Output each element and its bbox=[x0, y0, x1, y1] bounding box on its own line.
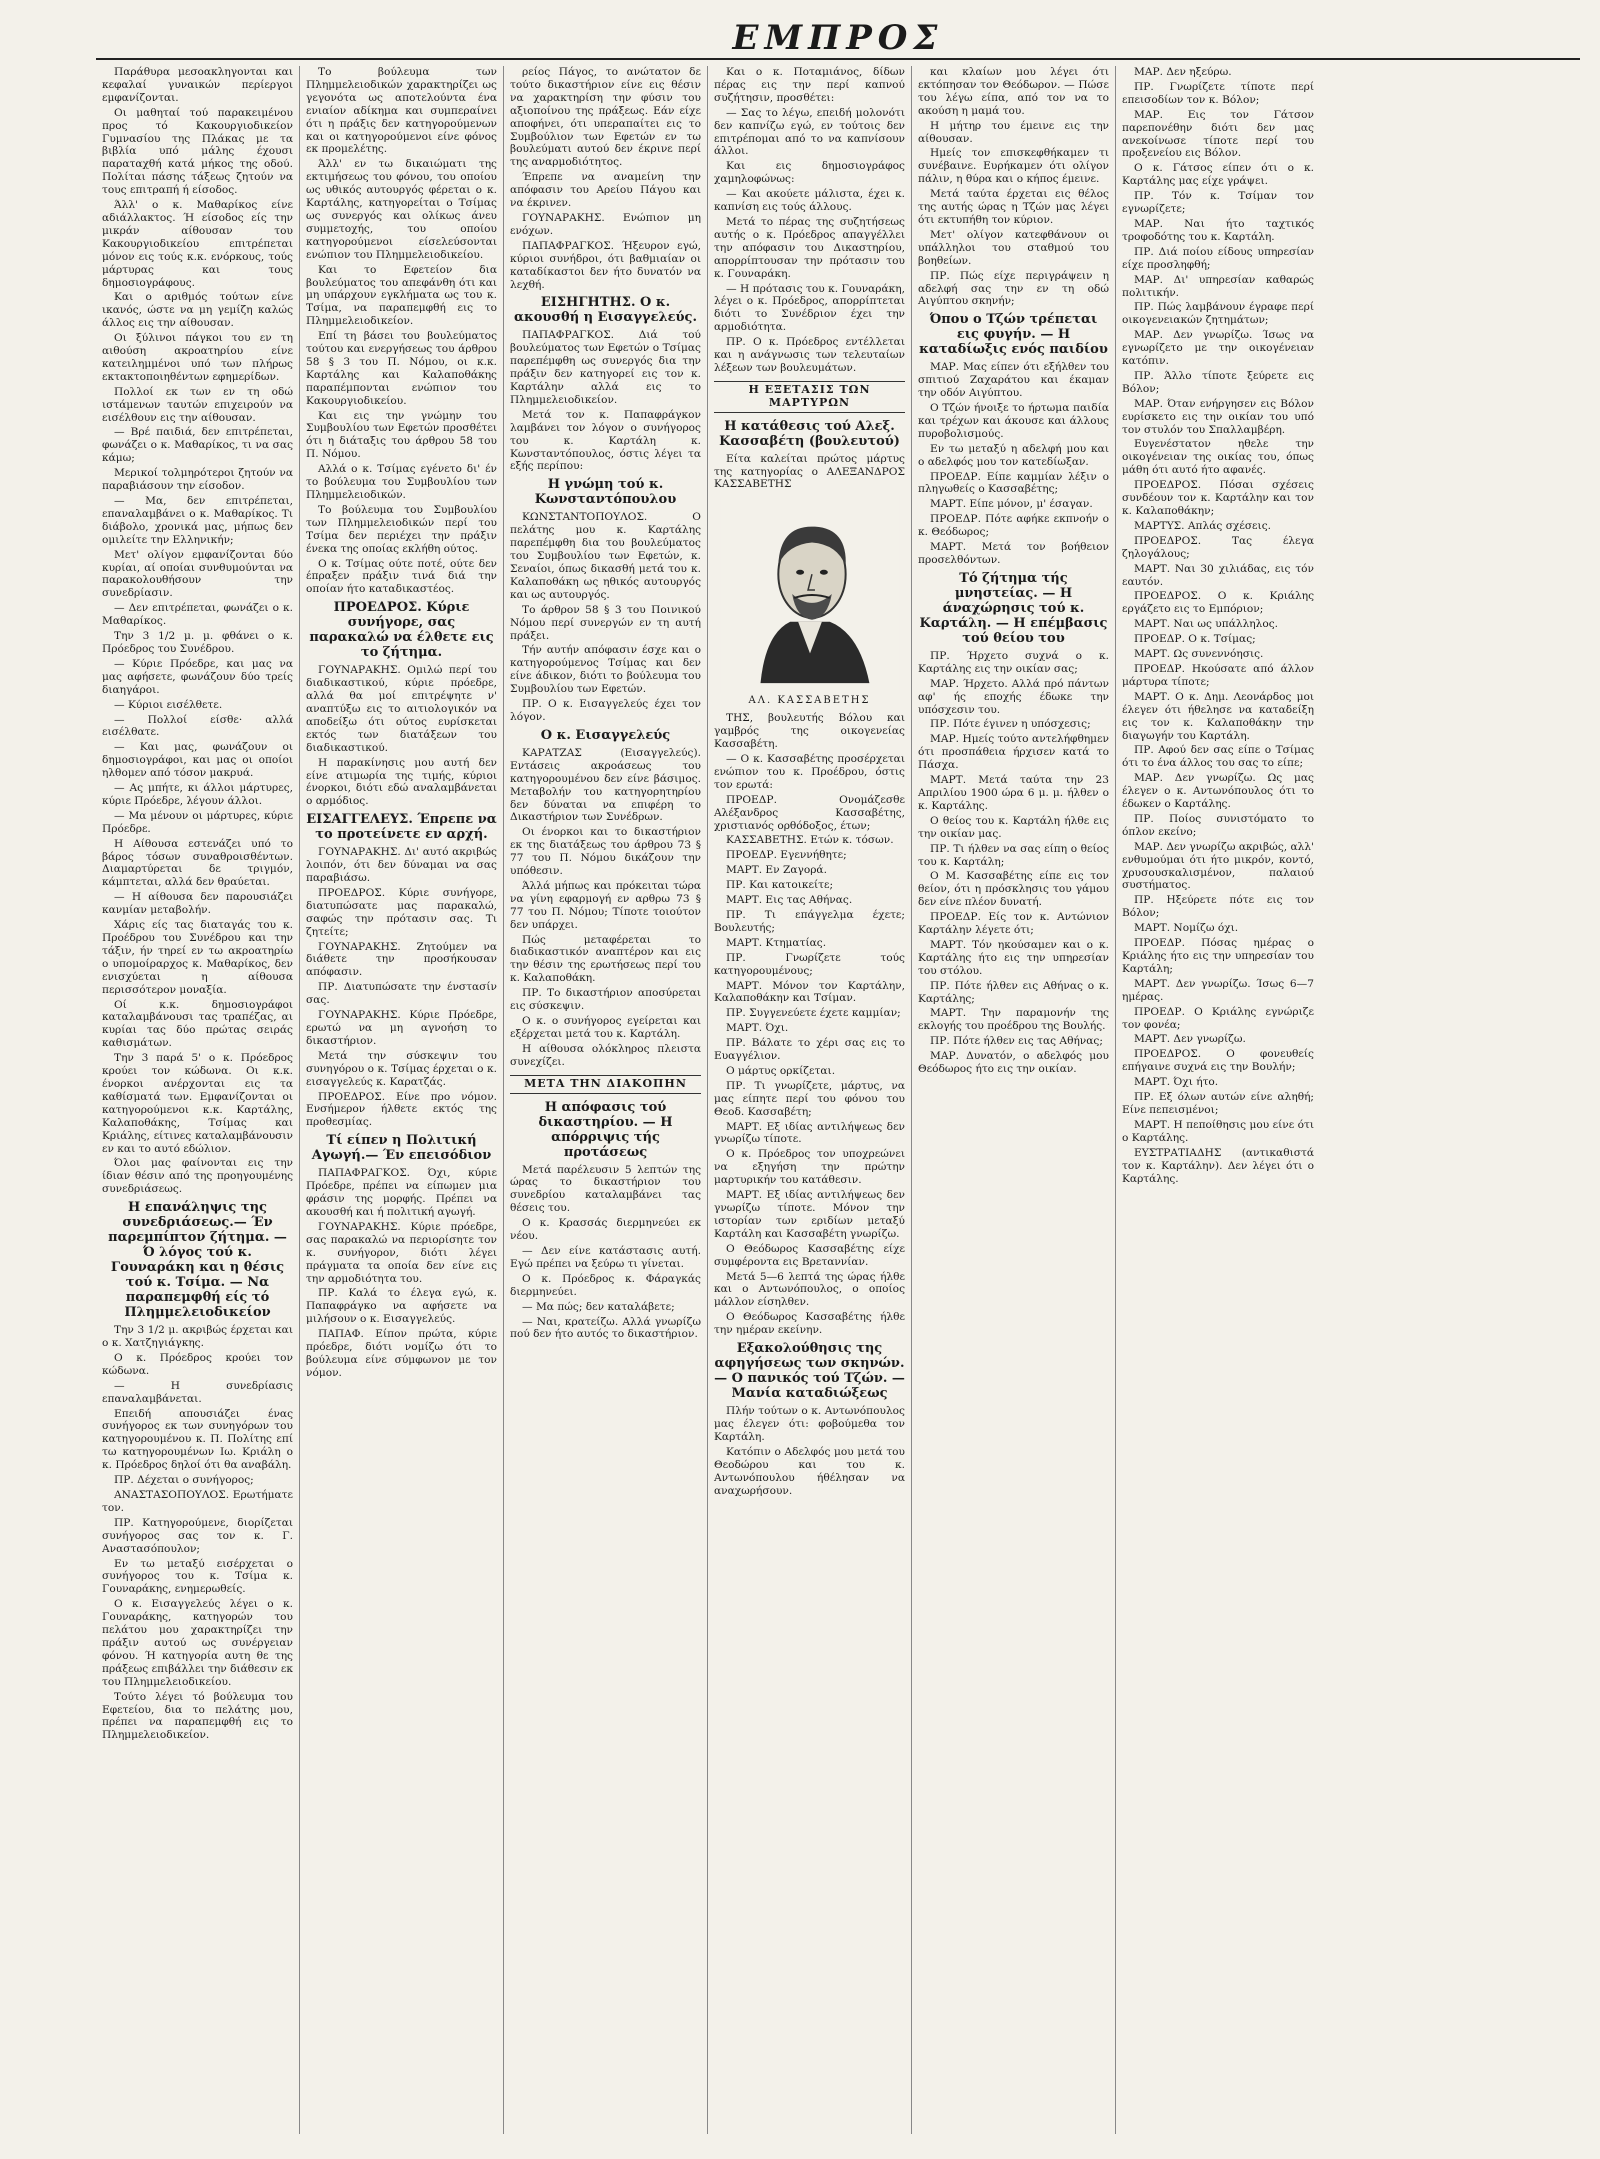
paragraph: ΠΡΟΕΔΡ. Ονομάζεσθε Αλέξανδρος Κασσαβέτης, χριστιανός ορθόδοξος, έτων; bbox=[714, 793, 905, 832]
paragraph: ΠΡΟΕΔΡ. Ηκούσατε από άλλον μάρτυρα τίποτε; bbox=[1122, 662, 1314, 688]
paragraph: Άλλά μήπως και πρόκειται τώρα να γίνη εφαρμογή εν αρθρω 73 § 77 του Π. Νόμου; Τίποτε τοιούτον δεν υπάρχει. bbox=[510, 879, 701, 931]
paragraph: ΜΑΡΤ. Την παραμονήν της εκλογής του προέδρου της Βουλής. bbox=[918, 1007, 1109, 1033]
paragraph: ΜΑΡΤ. Είπε μόνον, μ' έσαγαν. bbox=[930, 498, 1093, 511]
paragraph: ΜΑΡΤ. Μετά ταύτα την 23 Απριλίου 1900 ώρα 6 μ. μ. ήλθεν ο κ. Καρτάλης. bbox=[918, 774, 1109, 812]
paragraph: ΠΡ. Πότε ήλθεν εις τας Αθήνας; bbox=[930, 1035, 1103, 1048]
paragraph: Κατόπιν ο Αδελφός μου μετά του Θεοδώρου και του κ. Αντωνόπουλου ήθέλησαν να αναχωρήσουν. bbox=[714, 1445, 905, 1497]
paragraph: ΜΑΡ. Ήρχετο. Αλλά πρό πάντων αφ' ής εποχής έδωκε την υπόσχεσιν του. bbox=[918, 677, 1109, 716]
paragraph: Η παρακίνησις μου αυτή δεν είνε ατιμωρία της τιμής, κύριοι ένορκοι, διότι εδώ αναλαμβάνεται ο αρμόδιος. bbox=[306, 756, 497, 808]
paragraph: ΠΡ. Τι επάγγελμα έχετε; Βουλευτής; bbox=[714, 908, 905, 934]
paragraph: — Σας το λέγω, επειδή μολονότι δεν καπνίζω εγώ, εν τούτοις δεν επιτρέπομαι από το να καπνίσουν άλλοι. bbox=[714, 106, 905, 158]
paragraph: — Η συνεδρίασις επαναλαμβάνεται. bbox=[102, 1379, 293, 1405]
section-heading: Η ΕΞΕΤΑΣΙΣ ΤΩΝ ΜΑΡΤΥΡΩΝ bbox=[714, 381, 905, 413]
paragraph: Την 3 1/2 μ. ακριβώς έρχεται και ο κ. Χατζηγιάγκης. bbox=[102, 1324, 293, 1350]
paragraph: — Κύριοι εισέλθετε. bbox=[114, 698, 223, 711]
paragraph: Άλλ' ο κ. Μαθαρίκος είνε αδιάλλακτος. Ή είσοδος είς την μικράν αίθουσαν του Κακουργιοδικείου επιτρέπεται μόνον εις τούς κ.κ. ενόρκους, τούς μάρτυρας και τους δημοσιογράφους. bbox=[102, 199, 293, 289]
subheadline: Ο κ. Εισαγγελεύς bbox=[540, 727, 671, 743]
paragraph: ΠΡΟΕΔΡΟΣ. Είνε προ νόμον. Ενσήμερον ήλθετε εκτός της προθεσμίας. bbox=[306, 1090, 497, 1129]
paragraph: ΠΡ. Γνωρίζετε τίποτε περί επεισοδίων τον κ. Βόλον; bbox=[1122, 80, 1314, 106]
paragraph: Ο Τζών ήνοιξε το ήρτωμα παιδία και τρέχων και άκουσε και άλλους πυροβολισμούς. bbox=[918, 402, 1109, 440]
paragraph: Μετά παρέλευσιν 5 λεπτών της ώρας το δικαστήριον του συνεδρίου καταλαμβάνει τας θέσεις του. bbox=[510, 1163, 701, 1215]
paragraph: Χάρις είς τας διαταγάς του κ. Προέδρου του Συνέδρου και την τάξιν, ήν τηρεί εν τω ακροατηρίω ο υπομοίραρχος κ. Μαθαρίκος, δεν ενισχύεται η αίθουσα περισσότερον μοναξία. bbox=[102, 919, 293, 996]
paragraph: ΜΑΡΤ. Μετά τον βοήθειον προσελθόντων. bbox=[918, 541, 1109, 566]
paragraph: Οι ένορκοι και το δικαστήριον εκ της διατάξεως του άρθρου 73 § 77 του Π. Νόμου δικάζουν την υπόθεσιν. bbox=[510, 826, 701, 878]
paragraph: Άλλ' εν τω δικαιώματι της εκτιμήσεως του φόνου, του οποίου ως υθικός αυτουργός φέρεται ο κ. Καρτάλης, κατηγορείται ο Τσίμας ως συνεργός και ολίκως άνευ συμμετοχής, του οποίου κατηγορούμενοι είσελεύσονται ενώπιον του Πλημμελειοδικείου. bbox=[306, 158, 497, 261]
paragraph: Τούτο λέγει τό βούλευμα του Εφετείου, δια το πελάτης μου, πρέπει να παραπεμφθή εις το Πλημμελειοδικείον. bbox=[102, 1690, 293, 1742]
paragraph: Οι μαθηταί τού παρακειμένου προς τό Κακουργιοδικείον Γυμνασίου της Πλάκας με τα βιβλία υπό μάλης έχουσι παραταχθή κατά μήκος της οδού. Πολίται πάσης τάξεως ζητούν να τους επιτραπή ή είσοδος. bbox=[102, 106, 293, 197]
paragraph: Η μήτηρ του έμεινε εις την αίθουσαν. bbox=[918, 119, 1109, 145]
paragraph: — Η πρότασις του κ. Γουναράκη, λέγει ο κ. Πρόεδρος, απορρίπτεται διότι το Συνέδριον έχει την αρμοδιότητα. bbox=[714, 282, 905, 334]
paragraph: ΜΑΡΤΥΣ. Απλάς σχέσεις. bbox=[1134, 519, 1272, 532]
column-2 bbox=[300, 66, 504, 2134]
paragraph: Ο κ. Γάτσος είπεν ότι ο κ. Καρτάλης μας είχε γράψει. bbox=[1122, 162, 1314, 188]
paragraph: Είτα καλείται πρώτος μάρτυς της κατηγορίας ο ΑΛΕΞΑΝΔΡΟΣ ΚΑΣΣΑΒΕΤΗΣ bbox=[714, 452, 905, 491]
paragraph: ΓΟΥΝΑΡΑΚΗΣ. Ενώπιον μη ενόχων. bbox=[510, 211, 701, 237]
paragraph: Μετά το πέρας της συζητήσεως αυτής ο κ. Πρόεδρος απαγγέλλει την απόφασιν του Δικαστηρίου, απορρίπτουσαν την πρότασιν του κ. Γουναράκη. bbox=[714, 215, 905, 280]
paragraph: Η αίθουσα ολόκληρος πλειστα συνεχίζει. bbox=[510, 1042, 701, 1068]
paragraph: Ο κ. Κρασσάς διερμηνεύει εκ νέου. bbox=[510, 1217, 701, 1243]
paragraph: ΠΡ. Πότε ήλθεν εις Αθήνας ο κ. Καρτάλης; bbox=[918, 979, 1109, 1005]
paragraph: ΠΡ. Εξ όλων αυτών είνε αληθή; Είνε πεπεισμένοι; bbox=[1122, 1091, 1314, 1116]
subheadline: Η επανάληψις της συνεδριάσεως.— Έν παρεμπίπτον ζήτημα. — Ό λόγος τού κ. Γουναράκη και η θέσις τού κ. Τσίμα. — Να παραπεμφθή είς τό Πλημμελειοδικείον bbox=[108, 1200, 287, 1321]
column-6 bbox=[1116, 66, 1320, 2134]
paragraph: Μετ' ολίγον εμφανίζονται δύο κυρίαι, αί οποίαι συνθυμούνται να παρακολουθήσουν την συνεδρίασιν. bbox=[102, 548, 293, 600]
paragraph: ΜΑΡΤ. Ναι 30 χιλιάδας, εις τόν εαυτόν. bbox=[1122, 562, 1314, 588]
paragraph: ΠΑΠΑΦΡΑΓΚΟΣ. Όχι, κύριε Πρόεδρε, πρέπει να είπωμεν μια φράσιν της μορφής. Πρέπει να ακουσθή και ή πολιτική αγωγή. bbox=[306, 1167, 497, 1218]
paragraph: Μετά ταύτα έρχεται εις θέλος της αυτής ώρας η Τζών μας λέγει ότι εκτυπήθη τον κύριον. bbox=[918, 188, 1109, 226]
paragraph: — Μα μένουν οι μάρτυρες, κύριε Πρόεδρε. bbox=[102, 809, 293, 835]
paragraph: Ο κ. Πρόεδρος κ. Φάραγκάς διερμηνεύει. bbox=[510, 1272, 701, 1298]
paragraph: Το άρθρον 58 § 3 του Ποινικού Νόμου περί συνεργών εν τη αυτή πράξει. bbox=[510, 603, 701, 642]
paragraph: ΠΡΟΕΔΡ. Είς τον κ. Αντώνιον Καρτάλην λέγετε ότι; bbox=[918, 911, 1109, 937]
paragraph: ΜΑΡ. Δυνατόν, ο αδελφός μου Θεόδωρος ήτο εις την οικίαν. bbox=[918, 1050, 1109, 1076]
paragraph: Το βούλευμα των Πλημμελειοδικών χαρακτηρίζει ως γεγονότα ως αποτελούντα ένα ενιαίον αδίκημα και συμπεραίνει ότι η πράξις δεν κατηγορούμενων και οι κατηγορούμενοι είνε φόνος εκ προμελέτης. bbox=[306, 66, 497, 156]
paragraph: ΓΟΥΝΑΡΑΚΗΣ. Δι' αυτό ακριβώς λοιπόν, ότι δεν δύναμαι να σας παραβιάσω. bbox=[306, 846, 497, 885]
paragraph: Οί κ.κ. δημοσιογράφοι καταλαμβάνουσι τας τραπέζας, αι κυρίαι τας δύο πρώτας σειράς καθισμάτων. bbox=[102, 998, 293, 1050]
paragraph: Ο κ. Εισαγγελεύς λέγει ο κ. Γουναράκης, κατηγορών του πελάτου μου χαρακτηρίζει την πράξιν αυτού ως συνέργειαν φόνου. Ή κατηγορία αυτη θε της πράξεως επιβάλλει την διάθεσιν εκ του Πλημμελειοδικείου. bbox=[102, 1598, 293, 1688]
column-1 bbox=[96, 66, 300, 2134]
paragraph: Και ο κ. Ποταμιάνος, δίδων πέρας εις την περί καπνού συζήτησιν, προσθέτει: bbox=[714, 66, 905, 104]
paragraph: ΜΑΡΤ. Ο κ. Δημ. Λεονάρδος μοι έλεγεν ότι ήθελησε να καταδείξη εις τον κ. Καλαποθάκην την διαγωγήν του Καρτάλη. bbox=[1122, 690, 1314, 742]
paragraph: ΓΟΥΝΑΡΑΚΗΣ. Ομιλώ περί του διαδικαστικού, κύριε πρόεδρε, αλλά θα μοί επιτρέψητε ν' αναπτύξω εις το αιτιολογικόν να αποδείξω ότι ούτος ευρίσκεται εκτός των διατάξεων του διαδικαστικού. bbox=[306, 664, 497, 754]
paragraph: ΠΡ. Άλλο τίποτε ξεύρετε εις Βόλον; bbox=[1122, 369, 1314, 395]
subheadline: ΠΡΟΕΔΡΟΣ. Κύριε συνήγορε, σας παρακαλώ να έλθετε εις το ζήτημα. bbox=[309, 600, 494, 661]
paragraph: Ημείς τον επισκεφθήκαμεν τι συνέβαινε. Ευρήκαμεν ότι ολίγον πάλιν, η θύρα και ο κήπος έμεινε. bbox=[918, 147, 1109, 186]
paragraph: Ο κ. Πρόεδρος τον υποχρεώνει να εξηγήση την πρώτην μαρτυρικήν του κατάθεσιν. bbox=[714, 1148, 905, 1187]
paragraph: ΠΡ. Διατυπώσατε την ένστασίν σας. bbox=[306, 981, 497, 1007]
paragraph: ΓΟΥΝΑΡΑΚΗΣ. Κύριε Πρόεδρε, ερωτώ να μη αγνοήση το δικαστήριον. bbox=[306, 1009, 497, 1047]
paragraph: και κλαίων μου λέγει ότι εκτόπησαν τον Θεόδωρον. — Πώσε του λέγω είπα, από τον να το ακούση η μαμά του. bbox=[918, 66, 1109, 117]
paragraph: ΜΑΡΤ. Εξ ιδίας αντιλήψεως δεν γνωρίζω τίποτε. bbox=[714, 1120, 905, 1146]
paragraph: ΠΡ. Ο κ. Πρόεδρος εντέλλεται και η ανάγνωσις των τελευταίων λέξεων των βουλευμάτων. bbox=[714, 336, 905, 374]
paragraph: — Βρέ παιδιά, δεν επιτρέπεται, φωνάζει ο κ. Μαθαρίκος, τι να σας κάμω; bbox=[102, 426, 293, 465]
paragraph: ΜΑΡΤ. Νομίζω όχι. bbox=[1134, 922, 1239, 935]
paragraph: ΜΑΡ. Ναι ήτο ταχτικός τροφοδότης του κ. Καρτάλη. bbox=[1122, 217, 1314, 243]
paragraph: ΜΑΡ. Ημείς τούτο αντελήφθημεν ότι προσπάθεια ήρχισεν κατά το Πάσχα. bbox=[918, 733, 1109, 772]
paragraph: Έπρεπε να αναμείνη την απόφασιν του Αρείου Πάγου και να έκρινεν. bbox=[510, 171, 701, 210]
column-3 bbox=[504, 66, 708, 2134]
paragraph: Ο μάρτυς ορκίζεται. bbox=[726, 1064, 836, 1077]
paragraph: ΠΡ. Ηξεύρετε πότε εις τον Βόλον; bbox=[1122, 894, 1314, 920]
paragraph: ΜΑΡΤ. Ναι ως υπάλληλος. bbox=[1134, 618, 1279, 631]
column-5 bbox=[912, 66, 1116, 2134]
paragraph: ΠΡΟΕΔΡΟΣ. Ο κ. Κριάλης εργάζετο εις το Εμπόριον; bbox=[1122, 590, 1314, 616]
paragraph: Οι ξύλινοι πάγκοι του εν τη αιθούση ακροατηρίου είνε κατειλημμένοι υπό των πλήρως εκτακτοποιηθέντων εφημερίδων. bbox=[102, 332, 293, 383]
paragraph: Εν τω μεταξύ εισέρχεται ο συνήγορος του κ. Τσίμα κ. Γουναράκης, ενημερωθείς. bbox=[102, 1557, 293, 1596]
paragraph: Μετά 5—6 λεπτά της ώρας ήλθε και ο Αντωνόπουλος, ο οποίος μάλλον είσηλθεν. bbox=[714, 1270, 905, 1309]
paragraph: — Δεν επιτρέπεται, φωνάζει ο κ. Μαθαρίκος. bbox=[102, 602, 293, 628]
paragraph: ΜΑΡΤ. Δεν γνωρίζω. Ίσως 6—7 ημέρας. bbox=[1122, 977, 1314, 1003]
paragraph: Και το Εφετείον δια βουλεύματος του απεφάνθη ότι και μη υπάρχουν εγκλήματα ως του κ. Τσίμα, να παραπεμφθή εις το Πλημμελειοδικείον. bbox=[306, 263, 497, 328]
portrait-caption: ΑΛ. ΚΑΣΣΑΒΕΤΗΣ bbox=[748, 695, 871, 707]
paragraph: Τήν αυτήν απόφασιν έσχε και ο κατηγορούμενος Τσίμας και δεν είνε άδικον, διότι το βούλευμα του Συμβουλίου των Εφετών. bbox=[510, 644, 701, 696]
paragraph: Ο κ. ο συνήγορος εγείρεται και εξέρχεται μετά του κ. Καρτάλη. bbox=[510, 1015, 701, 1040]
paragraph: — Πολλοί είσθε· αλλά εισέλθατε. bbox=[102, 713, 293, 739]
paragraph: Επειδή απουσιάζει ένας συνήγορος εκ των συνηγόρων του κατηγορουμένου κ. Π. Πολίτης επί τω κατηγορουμένων Ιω. Κριάλη ο κ. Πρόεδρος δηλοί ότι θα αναβάλη. bbox=[102, 1407, 293, 1472]
paragraph: — Ο κ. Κασσαβέτης προσέρχεται ενώπιον του κ. Προέδρου, όστις τον ερωτά: bbox=[714, 753, 905, 791]
paragraph: ΜΑΡ. Δεν ηξεύρω. bbox=[1134, 66, 1232, 78]
paragraph: ΠΡ. Ήρχετο συχνά ο κ. Καρτάλης εις την οικίαν σας; bbox=[918, 649, 1109, 675]
paragraph: ΠΡ. Τι ήλθεν να σας είπη ο θείος του κ. Καρτάλη; bbox=[918, 842, 1109, 868]
paragraph: ΠΡ. Το δικαστήριον αποσύρεται εις σύσκεψιν. bbox=[510, 987, 701, 1013]
subheadline: Η γνώμη τού κ. Κωνσταντόπουλου bbox=[534, 477, 677, 508]
paragraph: ΜΑΡΤ. Όχι ήτο. bbox=[1134, 1076, 1219, 1089]
paragraph: ΠΡ. Ποίος συνιστόματο το όπλον εκείνο; bbox=[1122, 812, 1314, 838]
paragraph: ΠΡ. Πότε έγινεν η υπόσχεσις; bbox=[930, 718, 1091, 731]
paragraph: ΜΑΡΤ. Τόν ηκούσαμεν και ο κ. Καρτάλης ήτο εις την υπηρεσίαν του στόλου. bbox=[918, 938, 1109, 977]
paragraph: ΜΑΡ. Όταν ενήργησεν εις Βόλον ευρίσκετο εις την οικίαν του υπό τον στυλόν του Σπαλλαμβέρη. bbox=[1122, 397, 1314, 436]
paragraph: Την 3 1/2 μ. μ. φθάνει ο κ. Πρόεδρος του Συνέδρου. bbox=[102, 630, 293, 655]
paragraph: ΚΑΡΑΤΖΑΣ (Εισαγγελεύς). Εντάσεις ακροάσεως του κατηγορουμένου δεν είνε βάσιμος. Μεταβολήν του κατηγορητηρίου δεν δύναται να επιφέρη το Δικαστήριον των Συνέδρων. bbox=[510, 746, 701, 824]
paragraph: ΠΡ. Πώς είχε περιγράψειν η αδελφή σας την εν τη οδώ Αιγύπτου σκηνήν; bbox=[918, 269, 1109, 308]
paragraph: ΠΡΟΕΔΡ. Εγεννήθητε; bbox=[726, 849, 847, 862]
paragraph: Μερικοί τολμηρότεροι ζητούν να παραβιάσουν την είσοδον. bbox=[102, 467, 293, 493]
paragraph: ΠΑΠΑΦ. Είπον πρώτα, κύριε πρόεδρε, διότι νομίζω ότι το βούλευμα είνε σύμφωνον με τον νόμον. bbox=[306, 1328, 497, 1379]
paragraph: ΠΡ. Κατηγορούμενε, διορίζεται συνήγορος σας τον κ. Γ. Αναστασόπουλον; bbox=[102, 1516, 293, 1555]
paragraph: Πώς μεταφέρεται το διαδικαστικόν αναπτέρον και εις την θέσιν της ερωτήσεως περί του κ. Καλαποθάκη. bbox=[510, 933, 701, 985]
paragraph: ΠΡΟΕΔΡ. Είπε καμμίαν λέξιν ο πληγωθείς ο Κασσαβέτης; bbox=[918, 470, 1109, 496]
paragraph: Και ο αριθμός τούτων είνε ικανός, ώστε να μη γεμίζη καλώς άλλος εις την αίθουσαν. bbox=[102, 291, 293, 330]
paragraph: ΠΡ. Πώς λαμβάνουν έγραφε περί οικογενειακών ζητημάτων; bbox=[1122, 301, 1314, 327]
subheadline: Η κατάθεσις τού Αλεξ. Κασσαβέτη (βουλευτού) bbox=[719, 418, 900, 449]
paragraph: ΠΡΟΕΔΡ. Πότε αφήκε εκπνοήν ο κ. Θεόδωρος; bbox=[918, 513, 1109, 539]
paragraph: ΜΑΡΤ. Δεν γνωρίζω. bbox=[1134, 1033, 1246, 1046]
paragraph: ΜΑΡ. Δεν γνωρίζω ακριβώς, αλλ' ενθυμούμαι ότι ήτο μικρόν, κοντό, χρυσουσκαλισμένον, παλαιού συστήματος. bbox=[1122, 840, 1314, 892]
paragraph: ΓΟΥΝΑΡΑΚΗΣ. Ζητούμεν να διάθετε την προσήκουσαν απόφασιν. bbox=[306, 940, 497, 979]
masthead bbox=[96, 18, 1580, 60]
paragraph: Αλλά ο κ. Τσίμας εγένετο δι' έν το βούλευμα του Συμβουλίου των Πλημμελειοδικών. bbox=[306, 463, 497, 501]
subheadline: Τό ζήτημα τής μνηστείας. — Η άναχώρησις τού κ. Καρτάλη. — Η επέμβασις τού θείου του bbox=[919, 570, 1108, 646]
paragraph: Εν τω μεταξύ η αδελφή μου και ο αδελφός μου τον κατεδίωξαν. bbox=[918, 442, 1109, 468]
subheadline: ΕΙΣΑΓΓΕΛΕΥΣ. Έπρεπε να το προτείνετε εν αρχή. bbox=[306, 812, 497, 843]
section-heading: ΜΕΤΑ ΤΗΝ ΔΙΑΚΟΠΗΝ bbox=[510, 1075, 701, 1094]
article-columns bbox=[96, 66, 1580, 2134]
paragraph: ΓΟΥΝΑΡΑΚΗΣ. Κύριε πρόεδρε, σας παρακαλώ να περιορίσητε τον κ. συνήγορον, διότι λέγει πράγματα τα οποία δεν είνε εις την αρμοδιότητα του. bbox=[306, 1220, 497, 1285]
paragraph: — Ας μπήτε, κι άλλοι μάρτυρες, κύριε Πρόεδρε, λέγουν άλλοι. bbox=[102, 782, 293, 807]
paragraph: ΠΡΟΕΔΡΟΣ. Τας έλεγα ζηλογάλους; bbox=[1122, 534, 1314, 560]
paragraph: Μετά την σύσκεψιν του συνηγόρου ο κ. Τσίμας έρχεται ο κ. εισαγγελεύς κ. Καρατζάς. bbox=[306, 1049, 497, 1088]
subheadline: Τί είπεν η Πολιτική Αγωγή.— Έν επεισόδιον bbox=[311, 1133, 492, 1164]
paragraph: Μετά τον κ. Παπαφράγκον λαμβάνει τον λόγον ο συνήγορος του κ. Καρτάλη κ. Κωνσταντόπουλος, όστις λέγει τα εξής περίπου: bbox=[510, 408, 701, 473]
paragraph: Την 3 παρά 5' ο κ. Πρόεδρος κρούει τον κώδωνα. Οι κ.κ. ένορκοι ανέρχονται εις τα καθίσματά των. Εμφανίζονται οι κατηγορούμενοι κ.κ. Καρτάλης, Καλαποθάκης, Τσίμας και Κριάλης, είτινες καταλαμβάνουσιν εν και το αυτό εδώλιον. bbox=[102, 1052, 293, 1155]
paragraph: — Μα, δεν επιτρέπεται, επαναλαμβάνει ο κ. Μαθαρίκος. Τι διάβολο, χρονικά μας, μήπως δεν ομιλείτε την Ελληνικήν; bbox=[102, 495, 293, 546]
subheadline: Η απόφασις τού δικαστηρίου. — Η απόρριψις τής προτάσεως bbox=[538, 1099, 673, 1160]
paragraph: ΠΡ. Αφού δεν σας είπε ο Τσίμας ότι το ένα άλλος του σας το είπε; bbox=[1122, 744, 1314, 770]
subheadline: Όπου ο Τζών τρέπεται εις φυγήν. — Η καταδίωξις ενός παιδίου bbox=[919, 312, 1108, 358]
paragraph: ΜΑΡΤ. Εξ ιδίας αντιλήψεως δεν γνωρίζω τίποτε. Μόνον την ιστορίαν των εριδίων μεταξύ Καρτάλη και Κασσαβέτη γνωρίζω. bbox=[714, 1189, 905, 1240]
paragraph: ΜΑΡ. Εις τον Γάτσον παρεπονέθην διότι δεν μας ανεκοίνωσε τίποτε περί του προξενείου εις Βόλον. bbox=[1122, 108, 1314, 160]
paragraph: ΜΑΡΤ. Ως συνεννόησις. bbox=[1134, 648, 1264, 661]
column-4 bbox=[708, 66, 912, 2134]
paragraph: ΜΑΡΤ. Κτηματίας. bbox=[726, 936, 827, 949]
paragraph: ΠΡ. Τι γνωρίζετε, μάρτυς, να μας είπητε περί του φόνου του Θεοδ. Κασσαβέτη; bbox=[714, 1079, 905, 1118]
paragraph: Πλήν τούτων ο κ. Αντωνόπουλος μας έλεγεν ότι: φοβούμεθα τον Καρτάλη. bbox=[714, 1405, 905, 1443]
paragraph: ρείος Πάγος, το ανώτατον δε τούτο δικαστήριον είνε εις θέσιν να χαρακτηρίση την φύσιν του αξιοποίνου της πράξεως. Εάν είχε αποφήνει, ότι υπεραπαίτει εις το Συμβούλιον των Εφετών εν τω βουλεύματι αυτού δεν έκρινε περί της αναρμοδιότητος. bbox=[510, 66, 701, 169]
paragraph: Και εις δημοσιογράφος χαμηλοφώνως: bbox=[714, 160, 905, 186]
paragraph: ΠΡΟΕΔΡΟΣ. Κύριε συνήγορε, διατυπώσατε μας παρακαλώ, σαφώς την πρότασιν σας. Τι ζητείτε; bbox=[306, 886, 497, 938]
paragraph: ΤΗΣ, βουλευτής Βόλου και γαμβρός της οικογενείας Κασσαβέτη. bbox=[714, 712, 905, 751]
subheadline: Εξακολούθησις της αφηγήσεως των σκηνών. — Ο πανικός τού Τζών. — Μανία καταδιώξεως bbox=[714, 1341, 905, 1402]
paragraph: ΚΩΝΣΤΑΝΤΟΠΟΥΛΟΣ. Ο πελάτης μου κ. Καρτάλης παρεπέμφθη δια του βουλεύματος του Συμβουλίου των Εφετών, κ. Σεναίοι, όπως δικασθή μετά του κ. Καλαποθάκη ως ηθικός αυτουργός και ως αυτουργός. bbox=[510, 511, 701, 601]
paragraph: ΜΑΡ. Μας είπεν ότι εξήλθεν του σπιτιού Ζαχαράτου και έκαμαν την οδόν Αιγύπτου. bbox=[918, 361, 1109, 400]
paragraph: — Η αίθουσα δεν παρουσιάζει κανμίαν μεταβολήν. bbox=[102, 891, 293, 917]
paragraph: ΠΡ. Βάλατε το χέρι σας εις το Ευαγγέλιον. bbox=[714, 1037, 905, 1063]
paragraph: Ευγενέστατον ηθελε την οικογένειαν της οικίας του, όπως μάθη ότι αυτό ήτο αφανές. bbox=[1122, 438, 1314, 477]
paragraph: ΠΡΟΕΔΡ. Ο Κριάλης εγνώριζε τον φονέα; bbox=[1122, 1005, 1314, 1031]
paragraph: Επί τη βάσει του βουλεύματος τούτου και ενεργήσεως του άρθρου 58 § 3 του Π. Νόμου, οι κ.κ. Καρτάλης και Καλαποθάκης παραπέμπονται ενώπιον του Κακουργιοδικείου. bbox=[306, 330, 497, 407]
paragraph: — Δεν είνε κατάστασις αυτή. Εγώ πρέπει να ξεύρω τι γίνεται. bbox=[510, 1244, 701, 1270]
paragraph: Παράθυρα μεσοακληγονται και κεφαλαί γυναικών περίεργοι εμφανίζονται. bbox=[102, 66, 293, 104]
paragraph: — Κύριε Πρόεδρε, και μας να μας αφήσετε, φωνάζουν δύο τρείς διαηγάροι. bbox=[102, 657, 293, 696]
paragraph: ΜΑΡΤ. Εν Ζαγορά. bbox=[726, 864, 827, 877]
paragraph: Ο Θεόδωρος Κασσαβέτης ήλθε την ημέραν εκείνην. bbox=[714, 1311, 905, 1337]
paragraph: Ο θείος του κ. Καρτάλη ήλθε εις την οικίαν μας. bbox=[918, 814, 1109, 840]
paragraph: ΜΑΡ. Δεν γνωρίζω. Ως μας έλεγεν ο κ. Αντωνόπουλος ότι το έδωκεν ο Καρτάλης. bbox=[1122, 772, 1314, 811]
paragraph: Το βούλευμα του Συμβουλίου των Πλημμελειοδικών περί του Τσίμα δεν περιέχει την πράξιν ένεκα της οποίας εκλήθη ούτος. bbox=[306, 503, 497, 555]
paragraph: Ο κ. Πρόεδρος κρούει τον κώδωνα. bbox=[102, 1351, 293, 1377]
paragraph: — Μα πώς; δεν καταλάβετε; bbox=[522, 1300, 675, 1313]
paragraph: ΠΡ. Συγγενεύετε έχετε καμμίαν; bbox=[726, 1007, 901, 1020]
paragraph: — Και ακούετε μάλιστα, έχει κ. καπνίση εις τούς άλλους. bbox=[714, 188, 905, 214]
paragraph: ΠΡ. Ο κ. Εισαγγελεύς έχει τον λόγον. bbox=[510, 698, 701, 723]
paragraph: ΠΑΠΑΦΡΑΓΚΟΣ. Διά τού βουλεύματος των Εφετών ο Τσίμας παρεπέμφθη ως συνεργός δια την πράξιν δεν κατηγορεί εις τον κ. Καρτάλην αλλά εις το Πλημμελειοδικείον. bbox=[510, 329, 701, 406]
paragraph: ΑΝΑΣΤΑΣΟΠΟΥΛΟΣ. Ερωτήματε τον. bbox=[102, 1489, 293, 1514]
paragraph: ΚΑΣΣΑΒΕΤΗΣ. Ετών κ. τόσων. bbox=[726, 834, 894, 847]
paragraph: ΠΡ. Γνωρίζετε τούς κατηγορουμένους; bbox=[714, 951, 905, 977]
paragraph: ΜΑΡΤ. Η πεποίθησις μου είνε ότι ο Καρτάλης. bbox=[1122, 1118, 1314, 1144]
paragraph: Όλοι μας φαίνονται εις την ίδιαν θέσιν από της προηγουμένης συνεδριάσεως. bbox=[102, 1157, 293, 1196]
paragraph: ΜΑΡ. Δι' υπηρεσίαν καθαρώς πολιτικήν. bbox=[1122, 273, 1314, 299]
paragraph: ΠΡΟΕΔΡΟΣ. Ο φονευθείς επήγαινε συχνά εις την Βουλήν; bbox=[1122, 1048, 1314, 1074]
paragraph: ΠΡ. Τόν κ. Τσίμαν τον εγνωρίζετε; bbox=[1122, 190, 1314, 216]
subheadline: ΕΙΣΗΓΗΤΗΣ. Ο κ. ακουσθή η Εισαγγελεύς. bbox=[514, 295, 697, 326]
paragraph: Πολλοί εκ των εν τη οδώ ιστάμενων ταυτών επιχειρούν να εισέλθουν εις την αίθουσαν. bbox=[102, 385, 293, 424]
portrait-illustration bbox=[714, 495, 905, 708]
paragraph: ΜΑΡΤ. Μόνον τον Καρτάλην, Καλαποθάκην και Τσίμαν. bbox=[714, 979, 905, 1005]
paragraph: ΠΡ. Διά ποίου είδους υπηρεσίαν είχε προσληφθή; bbox=[1122, 245, 1314, 271]
paragraph: — Ναι, κρατείζω. Αλλά γνωρίζω πού δεν ήτο αυτός το δικαστήριον. bbox=[510, 1315, 701, 1341]
paragraph: ΜΑΡΤ. Εις τας Αθήνας. bbox=[726, 894, 853, 907]
paragraph: ΕΥΣΤΡΑΤΙΑΔΗΣ (αντικαθιστά τον κ. Καρτάλην). Δεν λέγει ότι ο Καρτάλης. bbox=[1122, 1146, 1314, 1185]
paragraph: ΠΡΟΕΔΡ. Ο κ. Τσίμας; bbox=[1134, 633, 1256, 646]
paragraph: ΠΑΠΑΦΡΑΓΚΟΣ. Ήξευρον εγώ, κύριοι συνήδροι, ότι βαθμιαίαν οι καταδίκαστοι δεν ήτο δυνατόν να λεχθή. bbox=[510, 239, 701, 291]
paragraph: Μετ' ολίγον κατεφθάνουν οι υπάλληλοι του σταθμού του βοηθείων. bbox=[918, 228, 1109, 267]
newspaper-title: ΕΜΠΡΟΣ bbox=[732, 18, 944, 58]
paragraph: ΜΑΡΤ. Όχι. bbox=[726, 1022, 789, 1035]
paragraph: Ο Μ. Κασσαβέτης είπε εις τον θείον, ότι η πρόσκλησις του γάμου δεν είνε πλέον δυνατή. bbox=[918, 870, 1109, 909]
paragraph: ΠΡΟΕΔΡΟΣ. Πόσαι σχέσεις συνδέουν τον κ. Καρτάλην και τον κ. Καλαποθάκην; bbox=[1122, 479, 1314, 517]
paragraph: Η Αίθουσα εστενάζει υπό το βάρος τόσων συναθροισθέντων. Διαμαρτύρεται δε τριγμόν, κάμπτεται, αλλά δεν θραύεται. bbox=[102, 837, 293, 889]
paragraph: — Και μας, φωνάζουν οι δημοσιογράφοι, και μας οι οποίοι ηλθομεν από τόσον μακρυά. bbox=[102, 741, 293, 780]
paragraph: ΠΡ. Καλά το έλεγα εγώ, κ. Παπαφράγκο να αφήσετε να μιλήσουν ο κ. Εισαγγελεύς. bbox=[306, 1287, 497, 1326]
paragraph: ΠΡΟΕΔΡ. Πόσας ημέρας ο Κριάλης ήτο εις την υπηρεσίαν του Καρτάλη; bbox=[1122, 937, 1314, 975]
paragraph: Ο κ. Τσίμας ούτε ποτέ, ούτε δεν έπραξεν πράξιν τινά διά την οποίαν ήτο καταδικαστέος. bbox=[306, 557, 497, 596]
paragraph: Και εις την γνώμην του Συμβουλίου των Εφετών προσθέτει ότι η διάταξις του άρθρου 58 του Π. Νόμου. bbox=[306, 409, 497, 461]
paragraph: ΠΡ. Δέχεται ο συνήγορος; bbox=[114, 1474, 254, 1487]
newspaper-page bbox=[96, 18, 1580, 2138]
paragraph: Ο Θεόδωρος Κασσαβέτης είχε συμφέροντα εις Βρεταννίαν. bbox=[714, 1242, 905, 1268]
paragraph: ΠΡ. Και κατοικείτε; bbox=[726, 879, 834, 892]
paragraph: ΜΑΡ. Δεν γνωρίζω. Ίσως να εγνωρίζετο με την οικογένειαν κατόπιν. bbox=[1122, 329, 1314, 368]
portrait-engraving bbox=[719, 495, 901, 693]
